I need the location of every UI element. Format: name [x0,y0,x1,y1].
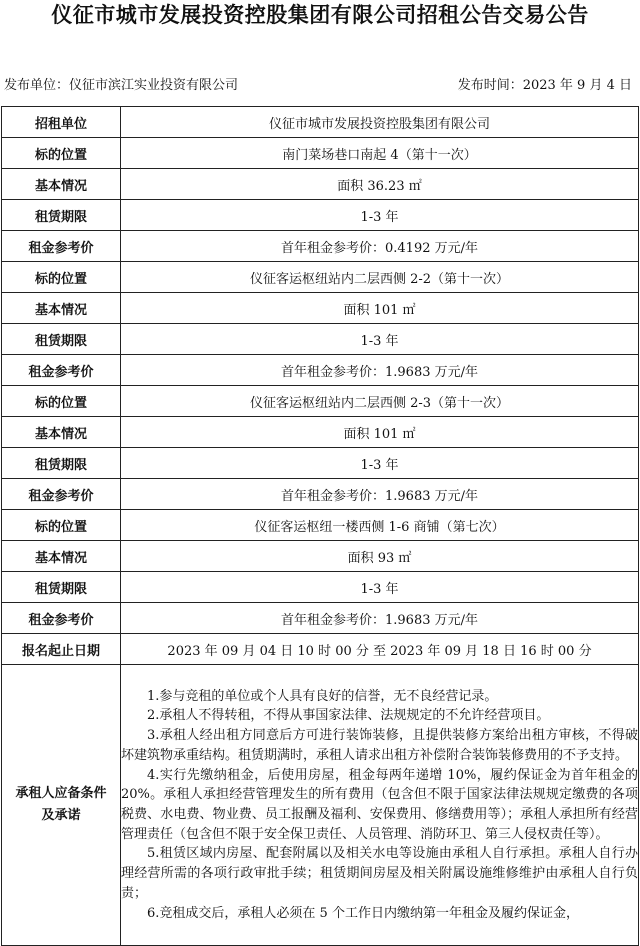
row-label: 标的位置 [2,138,121,169]
row-label: 租金参考价 [2,231,121,262]
row-label: 租金参考价 [2,479,121,510]
terms-row [2,665,639,946]
row-label: 标的位置 [2,262,121,293]
row-value: 仪征客运枢纽站内二层西侧 2-3（第十一次） [121,386,639,417]
row-value: 面积 101 ㎡ [121,417,639,448]
row-value: 1-3 年 [121,324,639,355]
row-value: 仪征客运枢纽一楼西侧 1-6 商铺（第七次） [121,510,639,541]
row-label: 租金参考价 [2,355,121,386]
row-label: 基本情况 [2,417,121,448]
publish-time-value: 2023 年 9 月 4 日 [522,78,632,93]
row-label: 报名起止日期 [2,634,121,665]
row-label: 租赁期限 [2,572,121,603]
table-row [2,107,639,138]
row-value: 面积 36.23 ㎡ [121,169,639,200]
table-row [2,355,639,386]
table-row [2,324,639,355]
row-value: 面积 93 ㎡ [121,541,639,572]
row-label: 招租单位 [2,107,121,138]
row-value: 1-3 年 [121,448,639,479]
table-row [2,386,639,417]
terms-label-line1: 承租人应备条件 [15,786,107,801]
row-value: 首年租金参考价：1.9683 万元/年 [121,603,639,634]
terms-label [2,665,121,946]
row-value: 仪征客运枢纽站内二层西侧 2-2（第十一次） [121,262,639,293]
terms-item: 3.承租人经出租方同意后方可进行装饰装修，且提供装修方案给出租方审核，不得破坏建筑物承重结构。租赁期满时，承租人请求出租方补偿附合装饰装修费用的不予支持。 [121,728,638,763]
table-row [2,231,639,262]
publish-time-info [458,74,632,93]
row-label: 租赁期限 [2,324,121,355]
table-row [2,262,639,293]
table-row [2,634,639,665]
terms-label-line2: 及承诺 [41,808,81,823]
row-value: 仪征市城市发展投资控股集团有限公司 [121,107,639,138]
publish-time-label: 发布时间： [457,78,523,93]
row-value: 首年租金参考价：0.4192 万元/年 [121,231,639,262]
row-label: 租赁期限 [2,200,121,231]
table-row [2,479,639,510]
row-value: 首年租金参考价：1.9683 万元/年 [121,479,639,510]
table-row [2,293,639,324]
row-label: 租赁期限 [2,448,121,479]
table-row [2,169,639,200]
notice-table [1,106,639,946]
row-value: 1-3 年 [121,200,639,231]
row-label: 基本情况 [2,541,121,572]
row-value: 首年租金参考价：1.9683 万元/年 [121,355,639,386]
row-value: 1-3 年 [121,572,639,603]
row-label: 标的位置 [2,510,121,541]
row-label: 基本情况 [2,293,121,324]
table-row [2,417,639,448]
publisher-info [4,74,238,93]
terms-content [121,665,639,946]
publisher-name: 仪征市滨江实业投资有限公司 [69,78,239,93]
table-row [2,541,639,572]
table-row [2,200,639,231]
publisher-label: 发布单位： [4,78,70,93]
table-row [2,603,639,634]
table-row [2,572,639,603]
page-title: 仪征市城市发展投资控股集团有限公司招租公告交易公告 [51,2,589,27]
row-label: 基本情况 [2,169,121,200]
terms-item: 2.承租人不得转租，不得从事国家法律、法规规定的不允许经营项目。 [147,708,550,724]
row-value: 面积 101 ㎡ [121,293,639,324]
row-value: 南门菜场巷口南起 4（第十一次） [121,138,639,169]
terms-item: 5.租赁区域内房屋、配套附属以及相关水电等设施由承租人自行承担。承租人自行办理经营所需的各项行政审批手续；租赁期间房屋及相关附属设施维修维护由承租人自行负责； [121,846,638,901]
row-label: 租金参考价 [2,603,121,634]
table-row [2,138,639,169]
terms-item: 4.实行先缴纳租金，后使用房屋，租金每两年递增 10%，履约保证金为首年租金的 20%。承租人承担经营管理发生的所有费用（包含但不限于国家法律法规规定缴费的各项税费、水电费、物业费、员工报酬及福利、安保费用、修缮费用等）；承租人承担所有经营管理责任（包含但不限于安全保卫责任、人员管理、消防环卫、第三人侵权责任等）。 [121,767,638,842]
table-row [2,510,639,541]
table-row [2,448,639,479]
terms-item: 6.竞租成交后，承租人必须在 5 个工作日内缴纳第一年租金及履约保证金， [147,905,579,921]
row-value: 2023 年 09 月 04 日 10 时 00 分 至 2023 年 09 月 18 日 16 时 00 分 [121,634,639,665]
terms-item: 1.参与竞租的单位或个人具有良好的信誉，无不良经营记录。 [147,688,498,704]
row-label: 标的位置 [2,386,121,417]
